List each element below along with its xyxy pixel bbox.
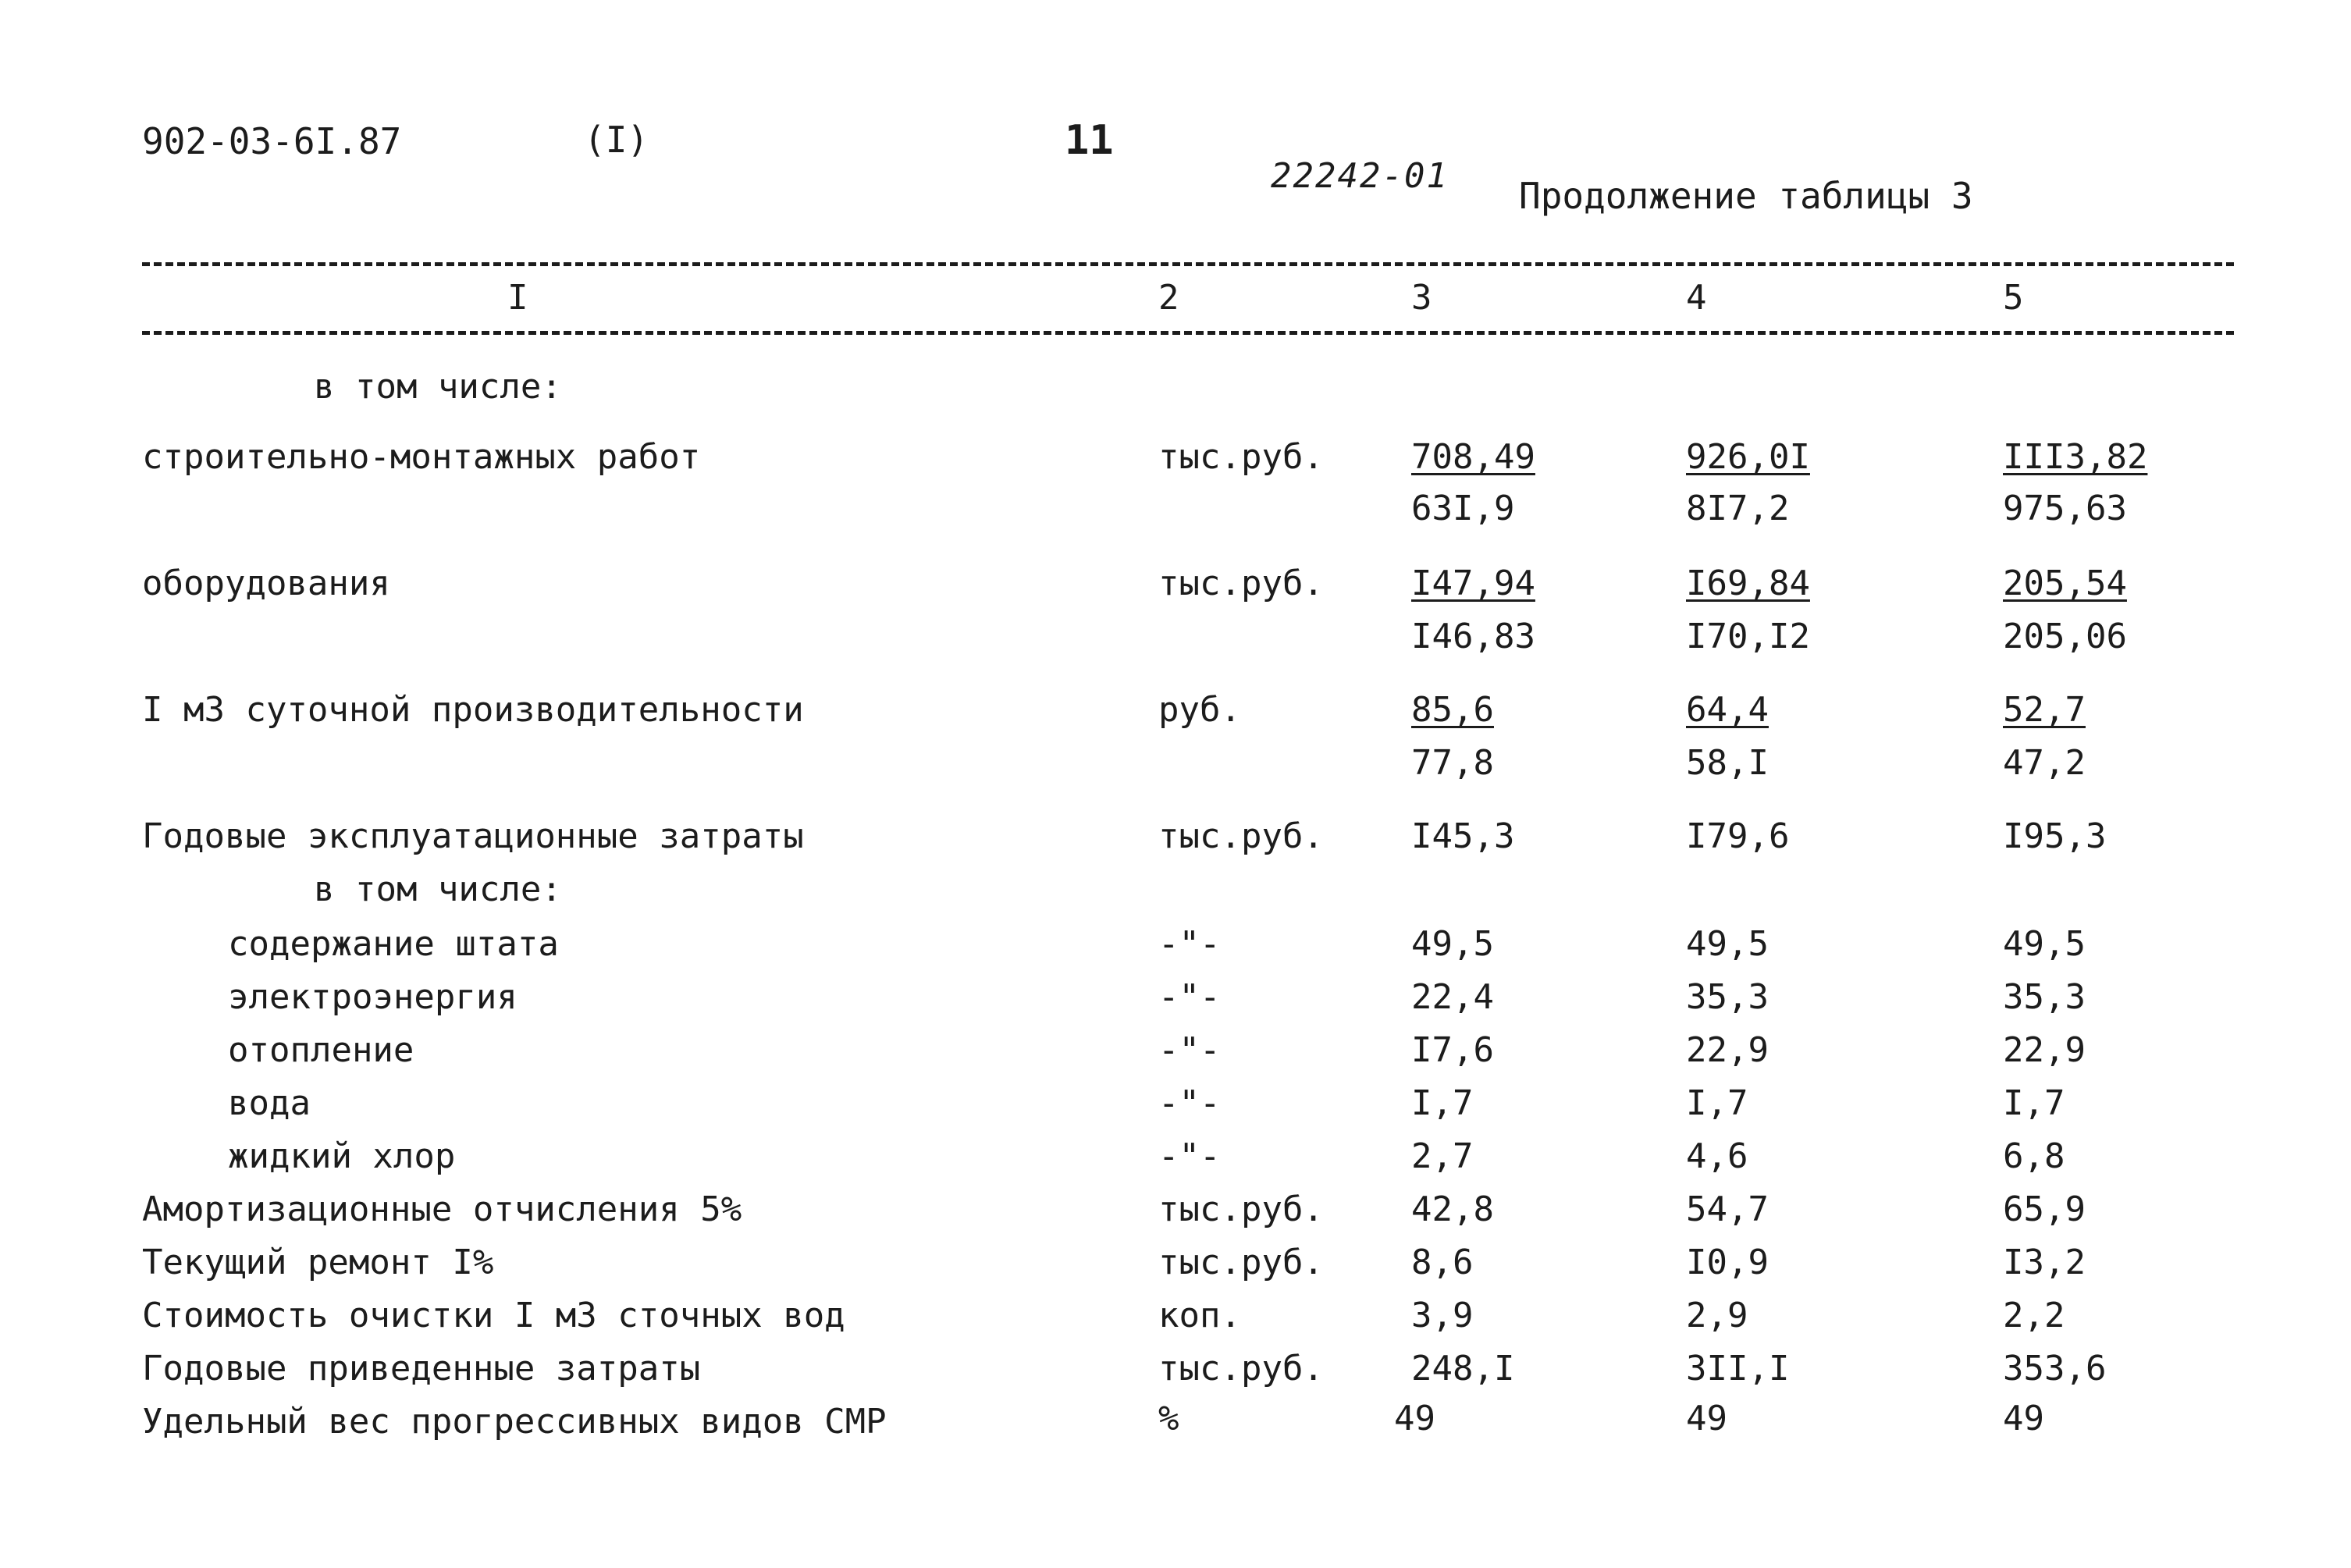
value-cell: 975,63 [2003, 489, 2127, 528]
value-cell: 8I7,2 [1686, 489, 1790, 528]
column-header-2: 2 [1158, 278, 1179, 318]
column-header-5: 5 [2003, 278, 2024, 318]
value-cell: 49,5 [2003, 924, 2086, 964]
row-unit: тыс.руб. [1158, 1243, 1324, 1282]
value-cell: III3,82 [2003, 437, 2148, 477]
document-code: 902-03-6I.87 [142, 120, 402, 162]
row-unit: % [1158, 1399, 1179, 1438]
row-label: жидкий хлор [228, 1136, 456, 1176]
row-label: Стоимость очистки I м3 сточных вод [142, 1296, 845, 1335]
value-cell: 3II,I [1686, 1349, 1790, 1388]
row-label: I м3 суточной производительности [142, 690, 804, 730]
value-cell: 77,8 [1411, 743, 1494, 783]
value-cell: 42,8 [1411, 1189, 1494, 1229]
row-label: Удельный вес прогрессивных видов СМР [142, 1402, 887, 1442]
value-cell: 49,5 [1411, 924, 1494, 964]
value-cell: 2,7 [1411, 1136, 1474, 1176]
row-label: в том числе: [314, 869, 562, 909]
value-cell: 49 [1686, 1399, 1727, 1438]
value-cell: I,7 [1686, 1083, 1748, 1123]
value-cell: 248,I [1411, 1349, 1515, 1388]
value-cell: 49 [2003, 1399, 2044, 1438]
row-unit: -"- [1158, 1083, 1221, 1123]
archive-stamp: 22242-01 [1271, 156, 1449, 196]
page-number: 11 [1065, 117, 1114, 164]
value-cell: 708,49 [1411, 437, 1535, 477]
value-cell: I,7 [2003, 1083, 2065, 1123]
value-cell: 52,7 [2003, 690, 2086, 730]
value-cell: 85,6 [1411, 690, 1494, 730]
value-cell: 22,9 [2003, 1030, 2086, 1070]
value-cell: I95,3 [2003, 816, 2107, 856]
value-cell: 22,9 [1686, 1030, 1769, 1070]
row-unit: руб. [1158, 690, 1241, 730]
value-cell: 64,4 [1686, 690, 1769, 730]
value-cell: 3,9 [1411, 1296, 1474, 1335]
row-label: Текущий ремонт I% [142, 1243, 494, 1282]
value-cell: I79,6 [1686, 816, 1790, 856]
row-unit: тыс.руб. [1158, 1349, 1324, 1388]
row-unit: -"- [1158, 977, 1221, 1017]
value-cell: 2,2 [2003, 1296, 2065, 1335]
value-cell: 6,8 [2003, 1136, 2065, 1176]
table-header-rule [142, 331, 2234, 335]
value-cell: 49 [1394, 1399, 1435, 1438]
row-unit: тыс.руб. [1158, 816, 1324, 856]
value-cell: 35,3 [1686, 977, 1769, 1017]
value-cell: I0,9 [1686, 1243, 1769, 1282]
value-cell: I45,3 [1411, 816, 1515, 856]
value-cell: 205,54 [2003, 564, 2127, 603]
value-cell: 353,6 [2003, 1349, 2107, 1388]
column-header-4: 4 [1686, 278, 1707, 318]
row-label: вода [228, 1083, 311, 1123]
part-number: (I) [584, 119, 649, 161]
row-label: в том числе: [314, 367, 562, 407]
row-label: оборудования [142, 564, 390, 603]
row-unit: тыс.руб. [1158, 1189, 1324, 1229]
value-cell: 8,6 [1411, 1243, 1474, 1282]
value-cell: 47,2 [2003, 743, 2086, 783]
value-cell: 22,4 [1411, 977, 1494, 1017]
value-cell: 58,I [1686, 743, 1769, 783]
value-cell: I,7 [1411, 1083, 1474, 1123]
row-unit: -"- [1158, 924, 1221, 964]
value-cell: I70,I2 [1686, 617, 1810, 656]
value-cell: 2,9 [1686, 1296, 1748, 1335]
value-cell: 49,5 [1686, 924, 1769, 964]
table-top-rule [142, 262, 2234, 266]
value-cell: 926,0I [1686, 437, 1810, 477]
row-label: отопление [228, 1030, 414, 1070]
row-label: строительно-монтажных работ [142, 437, 701, 477]
value-cell: 4,6 [1686, 1136, 1748, 1176]
row-label: Амортизационные отчисления 5% [142, 1189, 742, 1229]
row-unit: тыс.руб. [1158, 564, 1324, 603]
value-cell: I3,2 [2003, 1243, 2086, 1282]
row-unit: -"- [1158, 1030, 1221, 1070]
column-header-3: 3 [1411, 278, 1432, 318]
column-header-1: I [507, 278, 528, 318]
row-label: Годовые эксплуатационные затраты [142, 816, 804, 856]
value-cell: 65,9 [2003, 1189, 2086, 1229]
row-label: содержание штата [228, 924, 559, 964]
table-caption: Продолжение таблицы 3 [1519, 175, 1973, 217]
value-cell: 35,3 [2003, 977, 2086, 1017]
value-cell: I47,94 [1411, 564, 1535, 603]
value-cell: I46,83 [1411, 617, 1535, 656]
row-unit: коп. [1158, 1296, 1241, 1335]
row-label: Годовые приведенные затраты [142, 1349, 701, 1388]
row-label: электроэнергия [228, 977, 518, 1017]
value-cell: I7,6 [1411, 1030, 1494, 1070]
value-cell: 205,06 [2003, 617, 2127, 656]
value-cell: 63I,9 [1411, 489, 1515, 528]
value-cell: 54,7 [1686, 1189, 1769, 1229]
row-unit: тыс.руб. [1158, 437, 1324, 477]
value-cell: I69,84 [1686, 564, 1810, 603]
row-unit: -"- [1158, 1136, 1221, 1176]
